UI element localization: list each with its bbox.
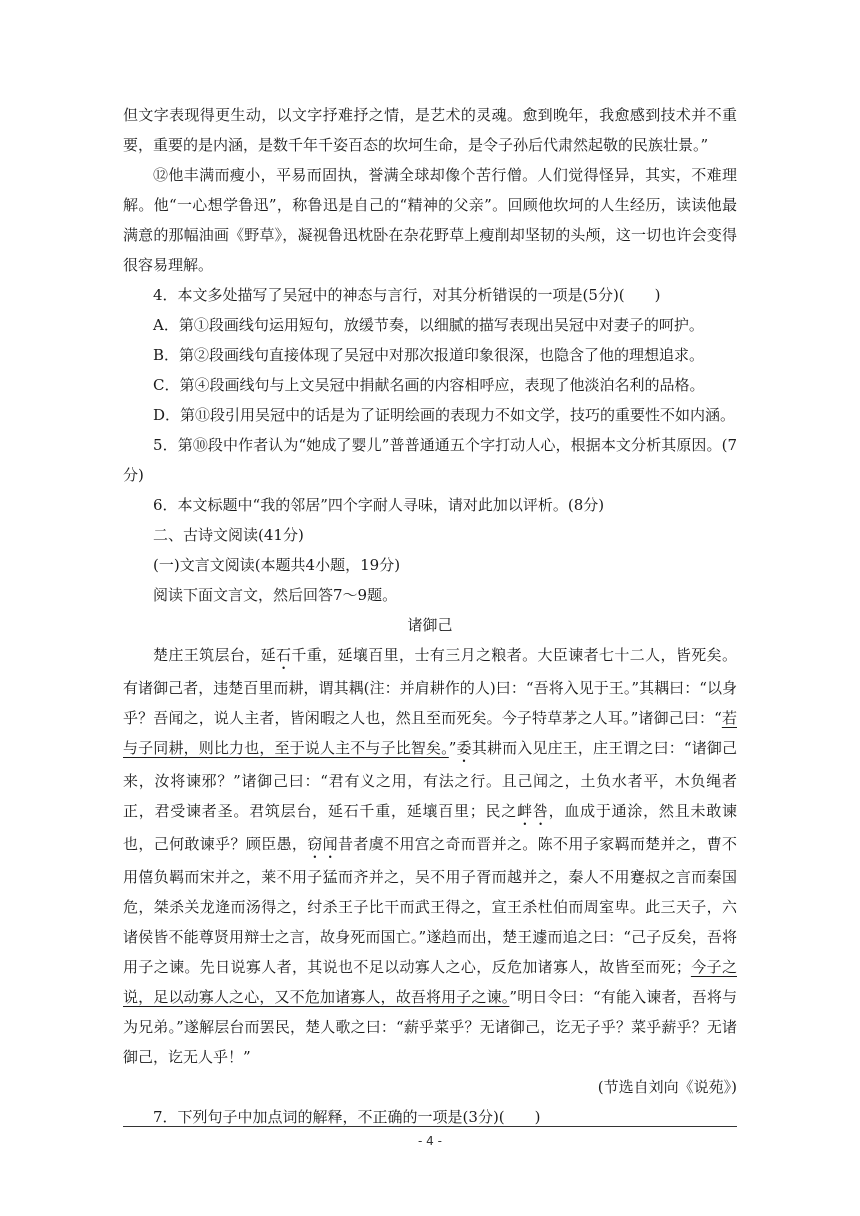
passage-source: (节选自刘向《说苑》) bbox=[597, 1078, 737, 1096]
passage-title: 诸御己 bbox=[407, 616, 453, 634]
paragraph-12: ⑫他丰满而瘦小，平易而固执，誉满全球却像个苦行僧。人们觉得怪异，其实，不难理解。他“一心想学鲁迅”，称鲁迅是自己的“精神的父亲”。回顾他坎坷的人生经历，读读他最满意的那幅油画《野草》，凝视鲁迅枕卧在杂花野草上瘦削却坚韧的头颅，这一切也许会变得很容易理解。 bbox=[123, 166, 737, 274]
dotted-word-yan: 石 bbox=[276, 646, 292, 664]
question-4-option-c: C．第④段画线句与上文吴冠中捐献名画的内容相呼应，表现了他淡泊名利的品格。 bbox=[153, 376, 705, 394]
page-number: - 4 - bbox=[418, 1134, 442, 1148]
dotted-word-chuo: 衅咎 bbox=[517, 802, 549, 820]
passage-text: ”明日令曰：“有能入谏者，吾将与为兄弟。”遂解层台而罢民，楚人歌之曰：“薪乎菜乎？无诸御己，讫无子乎？菜乎薪乎？无诸御己，讫无人乎！” bbox=[123, 988, 737, 1066]
classical-passage bbox=[123, 640, 737, 1072]
question-6: 6．本文标题中“我的邻居”四个字耐人寻味，请对此加以评析。(8分) bbox=[153, 496, 605, 514]
question-4-option-d: D．第⑪段引用吴冠中的话是为了证明绘画的表现力不如文学，技巧的重要性不如内涵。 bbox=[153, 406, 736, 424]
question-4: 4．本文多处描写了吴冠中的神态与言行，对其分析错误的一项是(5分)( ) bbox=[153, 286, 661, 304]
question-4-option-a: A．第①段画线句运用短句，放缓节奏，以细腻的描写表现出吴冠中对妻子的呵护。 bbox=[153, 316, 704, 334]
subsection-heading: (一)文言文阅读(本题共4小题，19分) bbox=[153, 556, 401, 574]
reading-instruction: 阅读下面文言文，然后回答7～9题。 bbox=[153, 586, 398, 604]
passage-text: 楚庄王筑层台，延 bbox=[153, 646, 277, 664]
passage-text: ” bbox=[448, 739, 457, 757]
passage-text: 昔者虞不用宫之奇而晋并之。陈不用子家羁而楚并之，曹不用僖负羁而宋并之，莱不用子猛而齐并之，吴不用子胥而越并之，秦人不用蹇叔之言而秦国危，桀杀关龙逄而汤得之，纣杀王子比干而武王得之，宣王杀杜伯而周室卑。此三天子，六诸侯皆不能尊贤用辩士之言，故身死而国亡。”遂趋而出，楚王遽而追之曰：“己子反矣，吾将用子之谏。先日说寡人者，其说也不足以动寡人之心，反危加诸寡人，故皆至而死； bbox=[123, 835, 737, 976]
passage-text: 千重，延壤百里，士有三月之粮者。大臣谏者七十二人，皆死矣。有诸御己者，违楚百里而耕，谓其耦(注：并肩耕作的人)曰：“吾将入见于王。”其耦曰：“以身乎？吾闻之，说人主者，皆闲暇之人也，然且至而死矣。今子特草茅之人耳。”诸御己曰：“ bbox=[123, 646, 737, 727]
footer-rule bbox=[123, 1126, 737, 1127]
dotted-word-wei: 委 bbox=[456, 739, 472, 757]
underlined-sentence-2: 今子之说，足以动寡人之心，又不危加诸寡人，故吾将用子之谏。 bbox=[123, 958, 737, 1006]
paragraph-11-tail: 但文字表现得更生动，以文字抒难抒之情，是艺术的灵魂。愈到晚年，我愈感到技术并不重要，重要的是内涵，是数千年千姿百态的坎坷生命，是令子孙后代肃然起敬的民族壮景。” bbox=[123, 106, 737, 154]
section-heading: 二、古诗文阅读(41分) bbox=[153, 526, 304, 544]
question-7: 7．下列句子中加点词的解释，不正确的一项是(3分)( ) bbox=[153, 1108, 541, 1126]
dotted-word-qie: 窃闻 bbox=[307, 835, 339, 853]
page-content bbox=[123, 100, 737, 1132]
passage-text: 其耕而入见庄王，庄王谓之曰：“诸御己来，汝将谏邪？”诸御己曰：“君有义之用，有法之行。且己闻之，土负水者平，木负绳者正，君受谏者圣。君筑层台，延石千重，延壤百里；民之 bbox=[123, 739, 737, 820]
passage-text: ，血成于通涂，然且未敢谏也，己何敢谏乎？顾臣愚， bbox=[123, 802, 737, 853]
question-5: 5．第⑩段中作者认为“她成了婴儿”普普通通五个字打动人心，根据本文分析其原因。(7分) bbox=[123, 436, 737, 484]
underlined-sentence-1: 若与子同耕，则比力也，至于说人主不与子比智矣。 bbox=[123, 709, 737, 757]
question-4-option-b: B．第②段画线句直接体现了吴冠中对那次报道印象很深，也隐含了他的理想追求。 bbox=[153, 346, 705, 364]
